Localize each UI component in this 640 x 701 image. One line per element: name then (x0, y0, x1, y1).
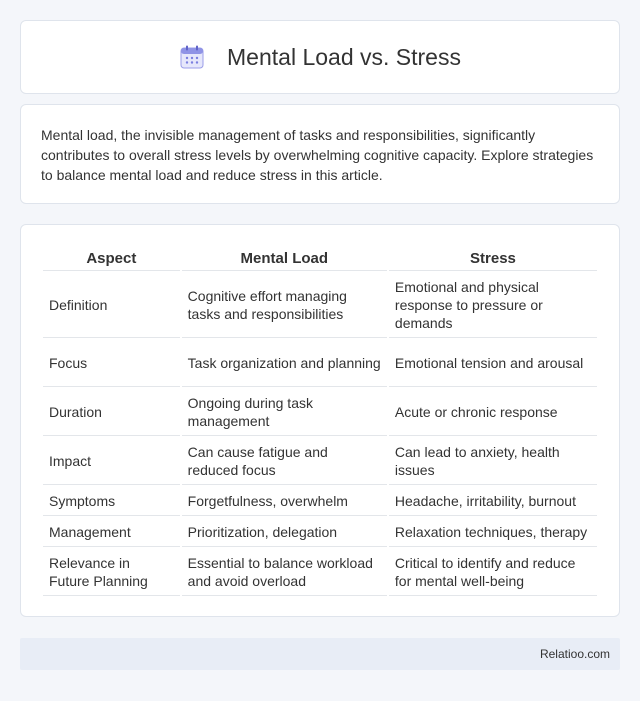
header-mental-load: Mental Load (182, 247, 387, 271)
cell-stress: Relaxation techniques, therapy (389, 518, 597, 547)
cell-mental-load: Task organization and planning (182, 340, 387, 387)
cell-aspect: Symptoms (43, 487, 180, 516)
cell-stress: Acute or chronic response (389, 389, 597, 436)
cell-mental-load: Ongoing during task management (182, 389, 387, 436)
cell-mental-load: Can cause fatigue and reduced focus (182, 438, 387, 485)
table-header-row (43, 247, 597, 271)
comparison-table (41, 245, 599, 598)
cell-aspect: Duration (43, 389, 180, 436)
table-row (43, 273, 597, 338)
comparison-table-card (20, 224, 620, 617)
cell-aspect: Management (43, 518, 180, 547)
cell-mental-load: Cognitive effort managing tasks and responsibilities (182, 273, 387, 338)
table-row (43, 549, 597, 596)
cell-stress: Emotional tension and arousal (389, 340, 597, 387)
header-aspect: Aspect (43, 247, 180, 271)
footer (20, 638, 620, 670)
cell-aspect: Relevance in Future Planning (43, 549, 180, 596)
page-title: Mental Load vs. Stress (227, 43, 461, 70)
cell-stress: Critical to identify and reduce for mental well-being (389, 549, 597, 596)
title-card (20, 20, 620, 94)
table-row (43, 518, 597, 547)
table-row (43, 438, 597, 485)
cell-aspect: Focus (43, 340, 180, 387)
intro-text: Mental load, the invisible management of tasks and responsibilities, significantly contributes to overall stress levels by overwhelming cognitive capacity. Explore strategies to balance mental load and reduce stress in this article. (41, 127, 594, 183)
cell-stress: Emotional and physical response to pressure or demands (389, 273, 597, 338)
calendar-icon (179, 44, 205, 70)
cell-mental-load: Forgetfulness, overwhelm (182, 487, 387, 516)
footer-brand[interactable]: Relatioo.com (539, 647, 610, 661)
cell-aspect: Definition (43, 273, 180, 338)
cell-stress: Headache, irritability, burnout (389, 487, 597, 516)
table-row (43, 340, 597, 387)
table-row (43, 389, 597, 436)
cell-mental-load: Prioritization, delegation (182, 518, 387, 547)
cell-stress: Can lead to anxiety, health issues (389, 438, 597, 485)
table-row (43, 487, 597, 516)
cell-mental-load: Essential to balance workload and avoid overload (182, 549, 387, 596)
header-stress: Stress (389, 247, 597, 271)
intro-card (20, 104, 620, 204)
cell-aspect: Impact (43, 438, 180, 485)
